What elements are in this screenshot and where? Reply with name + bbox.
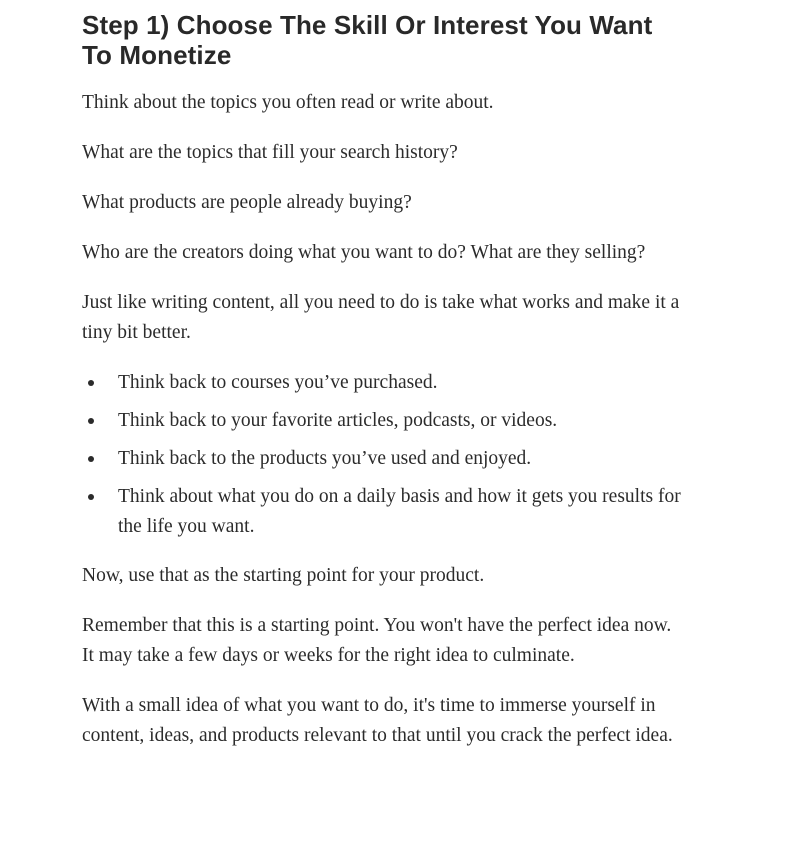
list-item-text: Think back to the products you’ve used and enjoyed. (118, 448, 532, 469)
paragraph: Remember that this is a starting point. You won't have the perfect idea now. It may take a few days or weeks for the right idea to culminate. (82, 615, 672, 666)
list-item (82, 406, 682, 436)
list-item-text: Think back to courses you’ve purchased. (118, 372, 438, 393)
paragraph: What products are people already buying? (82, 192, 412, 213)
section-heading: Step 1) Choose The Skill Or Interest You Want To Monetize (82, 10, 653, 70)
paragraph: Just like writing content, all you need to do is take what works and make it a tiny bit better. (82, 292, 680, 343)
bullet-icon (88, 418, 94, 424)
bullet-list (82, 368, 682, 542)
list-item (82, 444, 682, 474)
paragraph: Now, use that as the starting point for your product. (82, 565, 485, 586)
list-item-text: Think back to your favorite articles, podcasts, or videos. (118, 410, 558, 431)
paragraph: What are the topics that fill your search history? (82, 142, 458, 163)
list-item (82, 368, 682, 398)
bullet-icon (88, 456, 94, 462)
paragraph: With a small idea of what you want to do, it's time to immerse yourself in content, ideas, and products relevant to that until you crack the perfect idea. (82, 695, 673, 746)
article-body (82, 10, 682, 771)
list-item-text: Think about what you do on a daily basis and how it gets you results for the life you want. (118, 486, 681, 537)
bullet-icon (88, 494, 94, 500)
paragraph: Think about the topics you often read or write about. (82, 92, 494, 113)
bullet-icon (88, 380, 94, 386)
paragraph: Who are the creators doing what you want to do? What are they selling? (82, 242, 646, 263)
list-item (82, 482, 682, 542)
